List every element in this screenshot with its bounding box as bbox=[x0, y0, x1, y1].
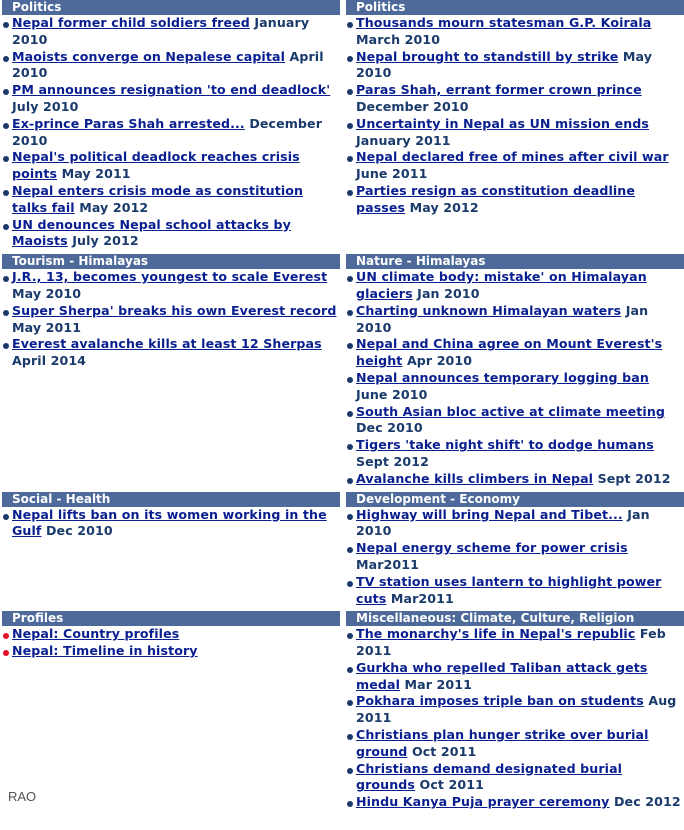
bullet-icon bbox=[3, 514, 9, 520]
bullet-icon bbox=[347, 123, 353, 129]
article-date: Feb 2011 bbox=[356, 626, 666, 659]
article-link[interactable]: Nepal: Country profiles bbox=[12, 626, 180, 642]
list-item bbox=[2, 626, 340, 643]
section-header: Social - Health bbox=[2, 492, 340, 507]
section-header: Profiles bbox=[2, 611, 340, 626]
article-link[interactable]: Uncertainty in Nepal as UN mission ends bbox=[356, 115, 649, 131]
bullet-icon bbox=[347, 411, 353, 417]
article-date: May 2010 bbox=[356, 48, 653, 81]
article-link[interactable]: J.R., 13, becomes youngest to scale Everest bbox=[12, 269, 328, 285]
article-list bbox=[2, 626, 340, 660]
list-item bbox=[2, 269, 340, 303]
section-header: Tourism - Himalayas bbox=[2, 254, 340, 269]
article-date: Jan 2010 bbox=[356, 302, 649, 335]
article-link[interactable]: Tigers 'take night shift' to dodge humans bbox=[356, 437, 654, 453]
list-item bbox=[346, 82, 684, 116]
list-item bbox=[346, 116, 684, 150]
bullet-icon bbox=[347, 667, 353, 673]
article-link[interactable]: Thousands mourn statesman G.P. Koirala bbox=[356, 15, 652, 30]
list-item bbox=[346, 574, 684, 608]
list-item bbox=[346, 149, 684, 183]
bullet-icon bbox=[347, 156, 353, 162]
bullet-icon bbox=[3, 650, 9, 656]
list-item bbox=[2, 15, 340, 49]
list-item bbox=[346, 727, 684, 761]
article-link[interactable]: PM announces resignation 'to end deadlock' bbox=[12, 82, 331, 98]
list-item bbox=[2, 183, 340, 217]
article-link[interactable]: Nepal: Timeline in history bbox=[12, 643, 198, 659]
article-link[interactable]: Pokhara imposes triple ban on students bbox=[356, 693, 644, 709]
article-date: July 2012 bbox=[72, 233, 139, 249]
article-link[interactable]: Christians plan hunger strike over burial ground bbox=[356, 727, 649, 759]
bullet-icon bbox=[347, 377, 353, 383]
article-date: December 2010 bbox=[12, 115, 323, 148]
article-link[interactable]: Nepal and China agree on Mount Everest's height bbox=[356, 336, 663, 369]
bullet-icon bbox=[347, 343, 353, 349]
article-link[interactable]: Super Sherpa' breaks his own Everest record bbox=[12, 302, 337, 318]
bullet-icon bbox=[3, 190, 9, 196]
article-date: Apr 2010 bbox=[406, 353, 473, 369]
section-header: Politics bbox=[346, 0, 684, 15]
bullet-icon bbox=[347, 581, 353, 587]
list-item bbox=[346, 693, 684, 727]
article-date: Jan 2010 bbox=[417, 285, 480, 301]
article-link[interactable]: Christians demand designated burial grounds bbox=[356, 760, 623, 793]
section-spacer bbox=[2, 540, 340, 544]
bullet-icon bbox=[347, 478, 353, 484]
article-link[interactable]: Gurkha who repelled Taliban attack gets medal bbox=[356, 659, 648, 692]
list-item bbox=[2, 643, 340, 660]
article-date: Mar 2011 bbox=[404, 676, 472, 692]
article-link[interactable]: Avalanche kills climbers in Nepal bbox=[356, 470, 594, 486]
article-date: Aug 2011 bbox=[356, 693, 677, 726]
section-header: Nature - Himalayas bbox=[346, 254, 684, 269]
article-link[interactable]: Ex-prince Paras Shah arrested... bbox=[12, 115, 245, 131]
list-item bbox=[2, 82, 340, 116]
article-date: Mar2011 bbox=[390, 590, 454, 606]
article-link[interactable]: Nepal's political deadlock reaches crisis points bbox=[12, 149, 300, 182]
article-date: Mar2011 bbox=[356, 556, 419, 572]
section-politics bbox=[344, 0, 684, 254]
footer-signature: RAO bbox=[8, 789, 37, 804]
bullet-icon bbox=[347, 22, 353, 28]
list-item bbox=[346, 540, 684, 574]
article-link[interactable]: UN climate body: mistake' on Himalayan glaciers bbox=[356, 269, 647, 301]
article-list bbox=[346, 15, 684, 217]
bullet-icon bbox=[347, 547, 353, 553]
section-tourism-himalayas bbox=[0, 254, 342, 491]
bullet-icon bbox=[347, 310, 353, 316]
article-link[interactable]: TV station uses lantern to highlight power cuts bbox=[356, 573, 662, 606]
bullet-icon bbox=[347, 514, 353, 520]
list-item bbox=[346, 15, 684, 49]
bullet-icon bbox=[3, 310, 9, 316]
article-link[interactable]: Maoists converge on Nepalese capital bbox=[12, 48, 285, 64]
article-link[interactable]: Nepal announces temporary logging ban bbox=[356, 369, 649, 385]
article-list bbox=[346, 507, 684, 608]
article-link[interactable]: Paras Shah, errant former crown prince bbox=[356, 82, 642, 98]
article-date: January 2011 bbox=[356, 132, 451, 148]
section-header: Politics bbox=[2, 0, 340, 15]
article-date: May 2010 bbox=[12, 285, 82, 301]
article-link[interactable]: Nepal enters crisis mode as constitution talks fail bbox=[12, 182, 304, 215]
article-date: March 2010 bbox=[356, 31, 441, 47]
article-link[interactable]: Nepal energy scheme for power crisis bbox=[356, 540, 628, 556]
list-item bbox=[346, 49, 684, 83]
bullet-icon bbox=[347, 734, 353, 740]
article-date: December 2010 bbox=[356, 98, 469, 114]
article-date: Sept 2012 bbox=[597, 470, 671, 486]
list-item bbox=[2, 507, 340, 541]
bullet-icon bbox=[3, 224, 9, 230]
article-list bbox=[346, 626, 684, 811]
section-development-economy bbox=[344, 492, 684, 612]
bullet-icon bbox=[3, 22, 9, 28]
list-item bbox=[346, 183, 684, 217]
bullet-icon bbox=[3, 343, 9, 349]
list-item bbox=[2, 336, 340, 370]
list-item bbox=[346, 336, 684, 370]
list-item bbox=[2, 116, 340, 150]
list-item bbox=[346, 507, 684, 541]
article-date: April 2010 bbox=[12, 48, 324, 81]
article-date: Oct 2011 bbox=[411, 743, 477, 759]
section-header: Development - Economy bbox=[346, 492, 684, 507]
article-date: Dec 2012 bbox=[614, 794, 681, 810]
article-link[interactable]: Nepal declared free of mines after civil war bbox=[356, 149, 669, 165]
section-politics bbox=[0, 0, 342, 254]
bullet-icon bbox=[347, 768, 353, 774]
list-item bbox=[2, 149, 340, 183]
article-link[interactable]: Nepal lifts ban on its women working in the Gulf bbox=[12, 506, 327, 539]
section-miscellaneous-climate-culture-religion bbox=[344, 611, 684, 815]
article-date: Jan 2010 bbox=[356, 506, 650, 539]
article-link[interactable]: Nepal former child soldiers freed bbox=[12, 15, 250, 30]
article-list bbox=[2, 269, 340, 370]
bullet-icon bbox=[347, 633, 353, 639]
bullet-icon bbox=[3, 89, 9, 95]
article-link[interactable]: Everest avalanche kills at least 12 Sherpas bbox=[12, 336, 322, 352]
article-list bbox=[2, 507, 340, 541]
article-link[interactable]: Parties resign as constitution deadline passes bbox=[356, 182, 636, 215]
article-link[interactable]: The monarchy's life in Nepal's republic bbox=[356, 626, 636, 642]
article-date: May 2011 bbox=[12, 319, 82, 335]
bullet-icon bbox=[3, 156, 9, 162]
article-date: June 2010 bbox=[356, 386, 428, 402]
bullet-icon bbox=[347, 700, 353, 706]
article-link[interactable]: Charting unknown Himalayan waters bbox=[356, 302, 622, 318]
article-link[interactable]: South Asian bloc active at climate meeting bbox=[356, 403, 666, 419]
bullet-icon bbox=[347, 190, 353, 196]
list-item bbox=[346, 269, 684, 303]
list-item bbox=[346, 303, 684, 337]
article-list bbox=[2, 15, 340, 250]
section-profiles bbox=[0, 611, 342, 815]
article-date: May 2011 bbox=[61, 166, 131, 182]
article-link[interactable]: Nepal brought to standstill by strike bbox=[356, 48, 619, 64]
article-date: June 2011 bbox=[356, 166, 428, 182]
bullet-icon bbox=[347, 89, 353, 95]
article-date: April 2014 bbox=[12, 353, 87, 369]
list-item bbox=[346, 626, 684, 660]
article-date: Dec 2010 bbox=[46, 523, 113, 539]
list-item bbox=[346, 660, 684, 694]
section-nature-himalayas bbox=[344, 254, 684, 491]
article-date: January 2010 bbox=[12, 15, 310, 47]
section-spacer bbox=[346, 217, 684, 221]
article-date: July 2010 bbox=[12, 98, 79, 114]
section-spacer bbox=[2, 660, 340, 664]
section-spacer bbox=[2, 370, 340, 374]
article-date: May 2012 bbox=[79, 199, 149, 215]
article-date: Sept 2012 bbox=[356, 453, 429, 469]
section-header: Miscellaneous: Climate, Culture, Religion bbox=[346, 611, 684, 626]
list-item bbox=[346, 370, 684, 404]
list-item bbox=[346, 471, 684, 488]
bullet-icon bbox=[3, 56, 9, 62]
article-link[interactable]: UN denounces Nepal school attacks by Maoists bbox=[12, 216, 291, 249]
article-list bbox=[346, 269, 684, 487]
article-link[interactable]: Hindu Kanya Puja prayer ceremony bbox=[356, 794, 610, 810]
section-social-health bbox=[0, 492, 342, 612]
bullet-icon bbox=[3, 276, 9, 282]
bullet-icon bbox=[347, 276, 353, 282]
section-spacer bbox=[346, 811, 684, 815]
article-date: Oct 2011 bbox=[419, 777, 484, 793]
article-link[interactable]: Highway will bring Nepal and Tibet... bbox=[356, 506, 623, 522]
list-item bbox=[346, 794, 684, 811]
bullet-icon bbox=[3, 123, 9, 129]
bullet-icon bbox=[347, 56, 353, 62]
list-item bbox=[346, 404, 684, 438]
article-date: May 2012 bbox=[409, 199, 479, 215]
article-date: Dec 2010 bbox=[356, 420, 423, 436]
bullet-icon bbox=[3, 633, 9, 639]
list-item bbox=[2, 49, 340, 83]
bullet-icon bbox=[347, 444, 353, 450]
list-item bbox=[2, 217, 340, 251]
list-item bbox=[2, 303, 340, 337]
bullet-icon bbox=[347, 801, 353, 807]
list-item bbox=[346, 761, 684, 795]
list-item bbox=[346, 437, 684, 471]
